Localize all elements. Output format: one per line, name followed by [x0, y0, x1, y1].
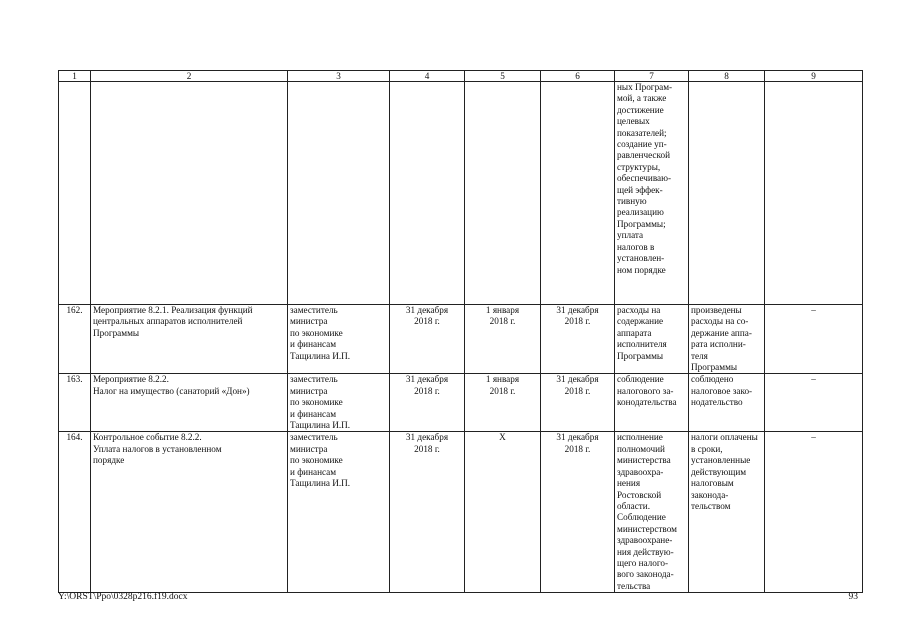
- header-cell: 1: [59, 71, 91, 82]
- cell-date: 31 декабря 2018 г.: [541, 305, 615, 374]
- cell-end-date: 1 января 2018 г.: [465, 374, 541, 432]
- table-row: [59, 432, 863, 593]
- header-cell: 8: [689, 71, 765, 82]
- header-cell: 9: [765, 71, 863, 82]
- cell-empty: [59, 82, 91, 305]
- header-cell: 6: [541, 71, 615, 82]
- footer-file-path: Y:\ORST\Ppo\0328p216.f19.docx: [58, 592, 188, 602]
- cell-result: соблюдение налогового за- конодательства: [615, 374, 689, 432]
- cell-empty: [390, 82, 465, 305]
- cell-event: Мероприятие 8.2.1. Реализация функций центральных аппаратов исполнителей Программы: [91, 305, 288, 374]
- cell-start-date: 31 декабря 2018 г.: [390, 374, 465, 432]
- cell-empty: [765, 82, 863, 305]
- cell-note: –: [765, 305, 863, 374]
- cell-result: расходы на содержание аппарата исполнителя Программы: [615, 305, 689, 374]
- header-cell: 5: [465, 71, 541, 82]
- cell-responsible: заместитель министра по экономике и финансам Тащилина И.П.: [288, 374, 390, 432]
- cell-start-date: 31 декабря 2018 г.: [390, 305, 465, 374]
- cell-event: Мероприятие 8.2.2. Налог на имущество (санаторий «Дон»): [91, 374, 288, 432]
- header-cell: 7: [615, 71, 689, 82]
- cell-empty: [541, 82, 615, 305]
- cell-result: исполнение полномочий министерства здравоохра- нения Ростовской области. Соблюдение министерством здравоохране- ния действую- щего налого- вого законода- тельства: [615, 432, 689, 593]
- cell-number: 164.: [59, 432, 91, 593]
- cell-actual: соблюдено налоговое зако- нодательство: [689, 374, 765, 432]
- cell-number: 163.: [59, 374, 91, 432]
- cell-result-continued: ных Програм- мой, а также достижение целевых показателей; создание уп- равленческой структуры, обеспечиваю- щей эффек- тивную реализацию Программы; уплата налогов в установлен- ном порядке: [615, 82, 689, 305]
- footer-page-number: 93: [848, 592, 858, 602]
- table-row-continuation: [59, 82, 863, 305]
- table-row: [59, 305, 863, 374]
- cell-empty: [91, 82, 288, 305]
- header-cell: 4: [390, 71, 465, 82]
- cell-number: 162.: [59, 305, 91, 374]
- cell-responsible: заместитель министра по экономике и финансам Тащилина И.П.: [288, 432, 390, 593]
- cell-actual: произведены расходы на со- держание аппа- рата исполни- теля Программы: [689, 305, 765, 374]
- cell-event: Контрольное событие 8.2.2. Уплата налогов в установленном порядке: [91, 432, 288, 593]
- header-cell: 3: [288, 71, 390, 82]
- cell-empty: [465, 82, 541, 305]
- cell-empty: [288, 82, 390, 305]
- cell-responsible: заместитель министра по экономике и финансам Тащилина И.П.: [288, 305, 390, 374]
- cell-date: 31 декабря 2018 г.: [541, 432, 615, 593]
- cell-end-date: X: [465, 432, 541, 593]
- cell-empty: [689, 82, 765, 305]
- table-row: [59, 374, 863, 432]
- cell-note: –: [765, 374, 863, 432]
- header-cell: 2: [91, 71, 288, 82]
- header-row: [59, 71, 863, 82]
- cell-actual: налоги оплачены в сроки, установленные действующим налоговым законода- тельством: [689, 432, 765, 593]
- cell-date: 31 декабря 2018 г.: [541, 374, 615, 432]
- plan-table: [58, 70, 863, 593]
- cell-start-date: 31 декабря 2018 г.: [390, 432, 465, 593]
- cell-end-date: 1 января 2018 г.: [465, 305, 541, 374]
- cell-note: –: [765, 432, 863, 593]
